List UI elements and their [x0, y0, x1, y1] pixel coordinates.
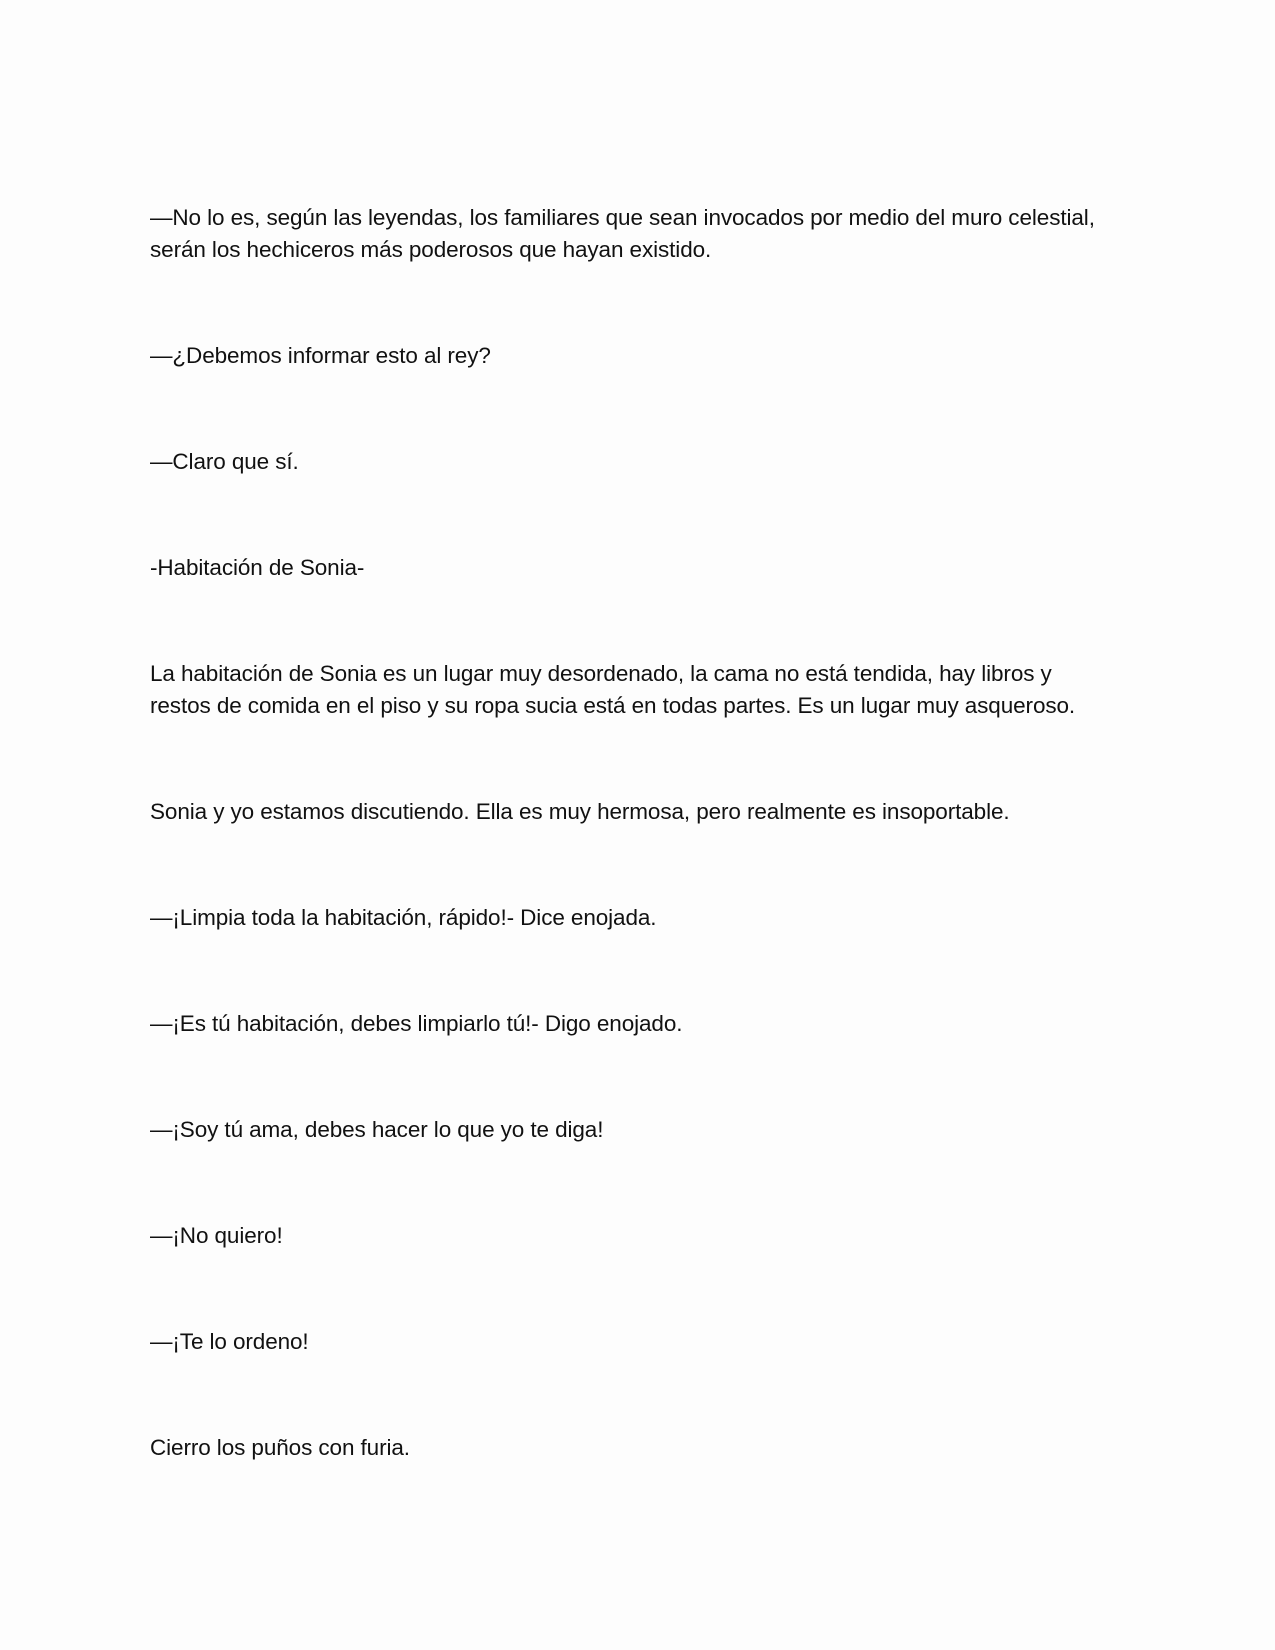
- paragraph-dialogue-master: [150, 1114, 1130, 1146]
- paragraph-arguing: [150, 796, 1130, 828]
- paragraph-dialogue-of-course: [150, 446, 1130, 478]
- text-line: —¡Te lo ordeno!: [150, 1329, 309, 1354]
- paragraph-dialogue-your-room: [150, 1008, 1130, 1040]
- text-line: —¡No quiero!: [150, 1223, 283, 1248]
- text-line: Sonia y yo estamos discutiendo. Ella es muy hermosa, pero realmente es insoportable.: [150, 799, 1010, 824]
- paragraph-dialogue-clean-room: [150, 902, 1130, 934]
- text-line: -Habitación de Sonia-: [150, 555, 365, 580]
- text-line: —Claro que sí.: [150, 449, 299, 474]
- paragraph-room-description: [150, 658, 1130, 722]
- text-line: —¡Es tú habitación, debes limpiarlo tú!- Digo enojado.: [150, 1011, 683, 1036]
- text-line: —¿Debemos informar esto al rey?: [150, 343, 491, 368]
- text-line: restos de comida en el piso y su ropa sucia está en todas partes. Es un lugar muy asqueroso.: [150, 693, 1076, 718]
- text-line: —No lo es, según las leyendas, los familiares que sean invocados por medio del muro celestial,: [150, 205, 1095, 230]
- text-line: —¡Limpia toda la habitación, rápido!- Dice enojada.: [150, 905, 657, 930]
- paragraph-fists: [150, 1432, 1130, 1464]
- paragraph-dialogue-order: [150, 1326, 1130, 1358]
- text-line: La habitación de Sonia es un lugar muy desordenado, la cama no está tendida, hay libros y: [150, 661, 1052, 686]
- text-line: serán los hechiceros más poderosos que hayan existido.: [150, 237, 712, 262]
- paragraph-legend-explanation: [150, 202, 1130, 266]
- paragraph-dialogue-inform-king: [150, 340, 1130, 372]
- text-line: Cierro los puños con furia.: [150, 1435, 410, 1460]
- scene-heading: [150, 552, 1130, 584]
- text-line: —¡Soy tú ama, debes hacer lo que yo te diga!: [150, 1117, 604, 1142]
- paragraph-dialogue-refuse: [150, 1220, 1130, 1252]
